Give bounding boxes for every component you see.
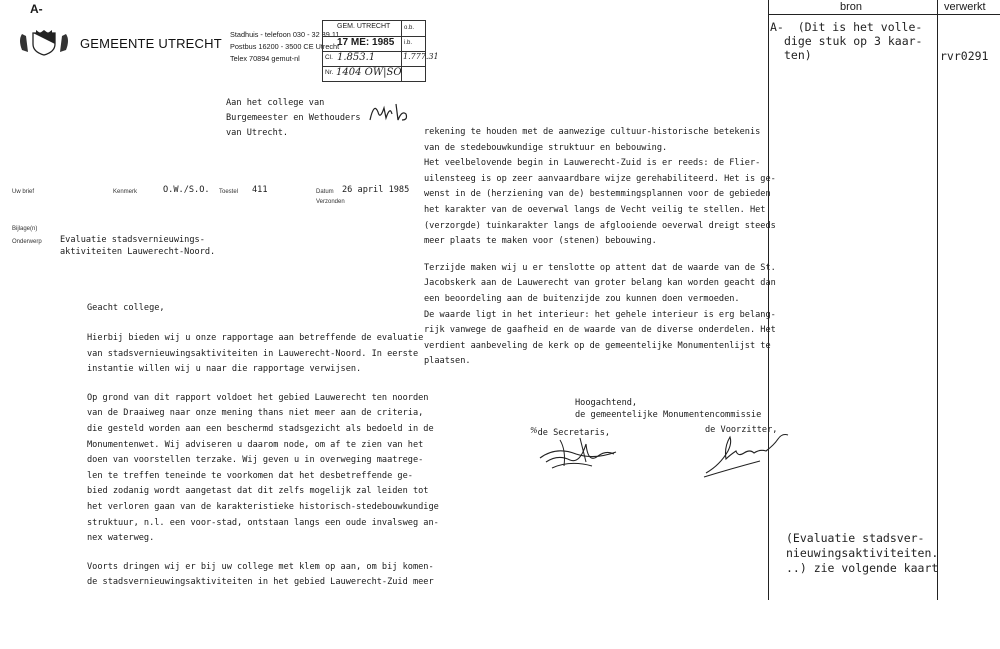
datum-value: 26 april 1985 bbox=[342, 185, 410, 195]
body-line: van stadsvernieuwingsaktiviteiten in Lauwerecht-Noord. In eerste bbox=[87, 348, 419, 359]
bijlage-label: Bijlage(n) bbox=[12, 226, 38, 232]
recipient-line-2: Burgemeester en Wethouders bbox=[226, 113, 361, 123]
stamp-nr-value: 1404 OW|SO bbox=[336, 67, 402, 78]
toestel-value: 411 bbox=[252, 185, 268, 195]
stamp-cl-label: Cl. bbox=[325, 54, 333, 61]
onderwerp-line-2: aktiviteiten Lauwerecht-Noord. bbox=[60, 247, 216, 257]
body-line: bied zodanig wordt aangetast dat dit zelfs mogelijk zal leiden tot bbox=[87, 486, 429, 497]
body-line: van de stedebouwkundige struktuur en bebouwing. bbox=[424, 142, 668, 153]
signature-secretaris bbox=[536, 432, 622, 472]
body-line: De waarde ligt in het interieur: het gehele interieur is erg belang- bbox=[424, 309, 776, 320]
closing-hoogachtend: Hoogachtend, bbox=[575, 398, 638, 408]
body-line: (verzorgde) tuinkarakter langs de afglooiende oeverwal dreigt steeds bbox=[424, 220, 776, 231]
card-col-divider-right bbox=[937, 0, 938, 600]
body-line: verdient aanbeveling de kerk op de gemeentelijke Monumentenlijst te bbox=[424, 340, 771, 351]
closing-voorzitter: de Voorzitter, bbox=[705, 425, 778, 435]
stamp-nr-label: Nr. bbox=[325, 69, 334, 76]
datum-label: Datum bbox=[316, 189, 334, 195]
stamp-title: GEM. UTRECHT bbox=[337, 23, 391, 30]
body-line: uilensteeg is op zeer aanvaardbare wijze gerehabiliteerd. Het is ge- bbox=[424, 173, 776, 184]
body-line: rekening te houden met de aanwezige cultuur-historische betekenis bbox=[424, 127, 761, 137]
body-line: meer plaats te maken voor (stenen) bebouwing. bbox=[424, 236, 657, 247]
body-line: nex waterweg. bbox=[87, 533, 155, 544]
handwritten-initials bbox=[368, 98, 412, 126]
stamp-col-ib: i.b. bbox=[404, 40, 413, 46]
salutation: Geacht college, bbox=[87, 303, 165, 313]
address-line-3: Telex 70894 gemut-nl bbox=[230, 54, 300, 63]
body-line: Op grond van dit rapport voldoet het gebied Lauwerecht ten noorden bbox=[87, 392, 429, 403]
org-name: GEMEENTE UTRECHT bbox=[80, 36, 222, 51]
registry-stamp bbox=[322, 20, 439, 82]
address-line-2: Postbus 16200 - 3500 CE Utrecht bbox=[230, 42, 340, 51]
body-line: Monumentenwet. Wij adviseren u daarom node, om af te zien van het bbox=[87, 439, 424, 450]
address-line-1: Stadhuis - telefoon 030 - 32 89 11 bbox=[230, 30, 340, 39]
body-line: van de Draaiweg naar onze mening thans niet meer aan de criteria, bbox=[87, 408, 424, 419]
body-line: wenst in de (herziening van de) bestemmingsplannen voor de gebieden bbox=[424, 189, 771, 200]
body-line: het karakter van de oeverwal langs de Vecht veilig te stellen. Het bbox=[424, 205, 766, 215]
stamp-date: 17 ME: 1985 bbox=[337, 37, 395, 48]
card-header-line bbox=[768, 14, 1000, 15]
body-line: instantie willen wij u naar die rapportage verwijsen. bbox=[87, 364, 362, 375]
stamp-cl-extra: 1.777.31 bbox=[403, 52, 439, 61]
verzonden-label: Verzonden bbox=[316, 199, 345, 205]
onderwerp-line-1: Evaluatie stadsvernieuwings- bbox=[60, 235, 205, 245]
card-code: rvr0291 bbox=[940, 49, 989, 63]
card-note-line-1: A- (Dit is het volle- bbox=[770, 20, 923, 34]
card-note-line-2: dige stuk op 3 kaar- bbox=[784, 34, 923, 48]
body-line: een beoordeling aan de buitenzijde zou kunnen doen vermoeden. bbox=[424, 294, 740, 304]
secretaris-label: de Secretaris, bbox=[537, 428, 611, 438]
recipient-line-1: Aan het college van bbox=[226, 98, 325, 108]
card-note-line-3: ten) bbox=[784, 48, 812, 62]
recipient-line-3: van Utrecht. bbox=[226, 128, 289, 138]
closing-secretaris: %de Secretaris, bbox=[530, 426, 611, 438]
card-bottom-line-1: (Evaluatie stadsver- bbox=[786, 531, 925, 545]
body-line: len te treffen teneinde te voorkomen dat het desbetreffende ge- bbox=[87, 470, 413, 481]
card-bottom-line-3: ..) zie volgende kaart bbox=[786, 561, 939, 575]
body-line: doen van voorstellen terzake. Wij geven u in overweging maatrege- bbox=[87, 455, 424, 466]
body-line: Terzijde maken wij u er tenslotte op attent dat de waarde van de St. bbox=[424, 262, 776, 273]
body-line: Jacobskerk aan de Lauwerecht van groter belang kan worden geacht dan bbox=[424, 278, 776, 289]
onderwerp-label: Onderwerp bbox=[12, 239, 42, 245]
stamp-col-ob: o.b. bbox=[404, 25, 415, 31]
stamp-cl-value: 1.853.1 bbox=[337, 52, 376, 63]
body-line: Het veelbelovende begin in Lauwerecht-Zuid is er reeds: de Flier- bbox=[424, 158, 761, 169]
body-line: die gesteld worden aan een beschermd stadsgezicht als bedoeld in de bbox=[87, 424, 434, 434]
card-bottom-line-2: nieuwingsaktiviteiten. bbox=[786, 546, 939, 560]
body-line: plaatsen. bbox=[424, 356, 471, 367]
kenmerk-value: O.W./S.O. bbox=[163, 185, 210, 195]
card-header-verwerkt: verwerkt bbox=[944, 1, 986, 13]
card-header-bron: bron bbox=[840, 1, 863, 13]
closing-committee: de gemeentelijke Monumentencommissie bbox=[575, 410, 762, 420]
body-line: Hierbij bieden wij u onze rapportage aan betreffende de evaluatie bbox=[87, 333, 424, 343]
body-line: rijk vanwege de gaafheid en de waarde van de diverse onderdelen. Het bbox=[424, 325, 776, 336]
card-col-divider-left bbox=[768, 0, 769, 600]
body-line: de stadsvernieuwingsaktiviteiten in het gebied Lauwerecht-Zuid meer bbox=[87, 577, 434, 588]
uw-brief-label: Uw brief bbox=[12, 189, 35, 195]
corner-mark: A- bbox=[30, 2, 43, 16]
body-line: Voorts dringen wij er bij uw college met klem op aan, om bij komen- bbox=[87, 561, 434, 572]
kenmerk-label: Kenmerk bbox=[113, 189, 138, 195]
body-line: struktuur, n.l. een voor-stad, ontstaan langs een oude invalsweg an- bbox=[87, 517, 439, 528]
coat-of-arms-logo bbox=[16, 30, 72, 56]
signature-voorzitter bbox=[700, 425, 794, 479]
toestel-label: Toestel bbox=[219, 189, 239, 195]
body-line: het verloren gaan van de karakteristieke historisch-stedebouwkundige bbox=[87, 502, 439, 512]
